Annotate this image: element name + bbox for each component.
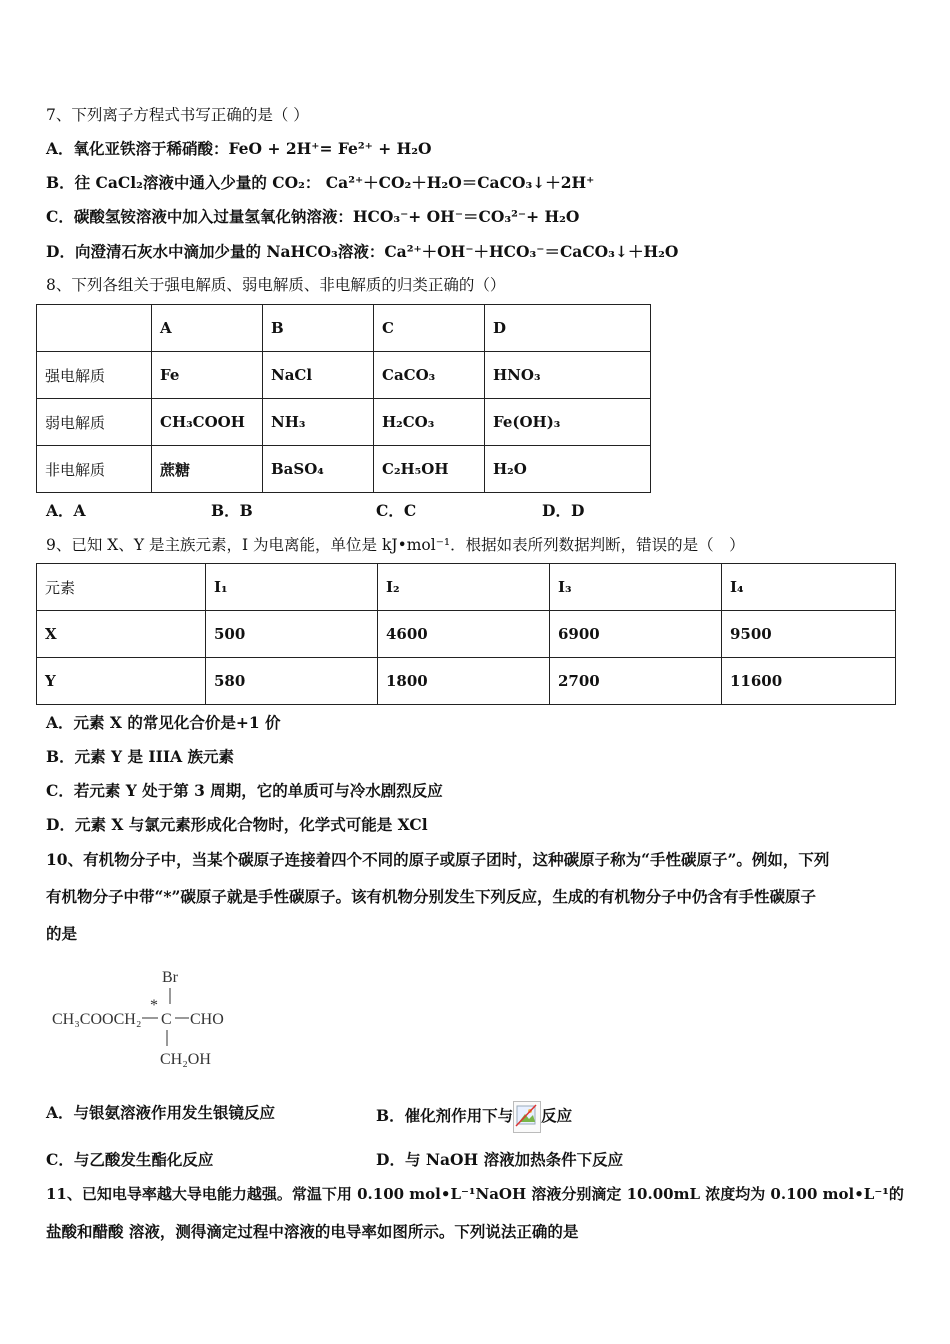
table-row: [37, 305, 651, 352]
table-cell: I₃: [550, 564, 722, 611]
q7-option-a: A．氧化亚铁溶于稀硝酸：FeO + 2H⁺= Fe²⁺ + H₂O: [46, 139, 432, 158]
q10-option-b: [376, 1101, 572, 1133]
table-cell: HNO₃: [485, 352, 651, 399]
table-row: [37, 611, 896, 658]
table-cell: CaCO₃: [374, 352, 485, 399]
q9-option-d: D．元素 X 与氯元素形成化合物时，化学式可能是 XCl: [46, 815, 428, 834]
table-cell: 9500: [722, 611, 896, 658]
table-row: [37, 658, 896, 705]
q11-stem-line2: 盐酸和醋酸 溶液，测得滴定过程中溶液的电导率如图所示。下列说法正确的是: [46, 1222, 579, 1241]
q9-option-c: C．若元素 Y 处于第 3 周期，它的单质可与冷水剧烈反应: [46, 781, 443, 800]
q10-option-c: C．与乙酸发生酯化反应: [46, 1150, 214, 1169]
q10-option-b-pre: B．催化剂作用下与: [376, 1106, 514, 1125]
table-cell: I₁: [206, 564, 378, 611]
q10-option-b-post: 反应: [541, 1106, 573, 1125]
q7-option-d: D．向澄清石灰水中滴加少量的 NaHCO₃溶液：Ca²⁺＋OH⁻＋HCO₃⁻＝CaCO₃↓＋H₂O: [46, 242, 679, 261]
q10-stem-line1: 10、有机物分子中，当某个碳原子连接着四个不同的原子或原子团时，这种碳原子称为“手性碳原子”。例如，下列: [46, 850, 830, 869]
table-cell: I₄: [722, 564, 896, 611]
q9-option-a: A．元素 X 的常见化合价是+1 价: [46, 713, 281, 732]
table-cell: H₂O: [485, 446, 651, 493]
mol-left-group: CH₃COOCH₂: [52, 1011, 142, 1028]
table-row: [37, 446, 651, 493]
table-cell: 500: [206, 611, 378, 658]
table-row: [37, 399, 651, 446]
q10-stem-line3: 的是: [46, 924, 78, 943]
table-cell: 1800: [378, 658, 550, 705]
table-cell: C: [374, 305, 485, 352]
table-cell: 11600: [722, 658, 896, 705]
table-cell: D: [485, 305, 651, 352]
q8-stem: 8、下列各组关于强电解质、弱电解质、非电解质的归类正确的（）: [46, 276, 506, 294]
q9-table: [36, 563, 896, 705]
q10-option-d: D．与 NaOH 溶液加热条件下反应: [376, 1150, 624, 1169]
mol-bottom-group: CH₂OH: [160, 1051, 211, 1068]
table-cell: B: [263, 305, 374, 352]
table-cell: 580: [206, 658, 378, 705]
mol-star: *: [150, 997, 158, 1014]
q8-option-c: C．C: [376, 501, 417, 520]
table-cell: 6900: [550, 611, 722, 658]
table-cell: A: [152, 305, 263, 352]
q8-option-b: B．B: [211, 501, 253, 520]
table-cell: C₂H₅OH: [374, 446, 485, 493]
table-cell: NaCl: [263, 352, 374, 399]
q8-table: [36, 304, 651, 493]
q10-stem-line2: 有机物分子中带“*”碳原子就是手性碳原子。该有机物分别发生下列反应，生成的有机物分子中仍含有手性碳原子: [46, 887, 816, 906]
table-row: [37, 352, 651, 399]
table-cell: Y: [37, 658, 206, 705]
chiral-molecule-structure: [50, 966, 250, 1076]
q7-option-c: C．碳酸氢铵溶液中加入过量氢氧化钠溶液：HCO₃⁻+ OH⁻＝CO₃²⁻+ H₂O: [46, 207, 580, 226]
table-cell: [37, 305, 152, 352]
broken-image-icon: [513, 1101, 541, 1133]
mol-br: Br: [162, 969, 178, 986]
table-cell: 元素: [37, 564, 206, 611]
q8-option-a: A．A: [46, 501, 86, 520]
table-cell: H₂CO₃: [374, 399, 485, 446]
table-cell: Fe: [152, 352, 263, 399]
mol-right-group: CHO: [190, 1011, 224, 1028]
table-row: [37, 564, 896, 611]
table-cell: 4600: [378, 611, 550, 658]
table-cell: 2700: [550, 658, 722, 705]
table-cell: I₂: [378, 564, 550, 611]
table-cell: NH₃: [263, 399, 374, 446]
table-cell: 非电解质: [37, 446, 152, 493]
table-cell: Fe(OH)₃: [485, 399, 651, 446]
q7-stem: 7、下列离子方程式书写正确的是（ ）: [46, 106, 309, 124]
q7-option-b: B．往 CaCl₂溶液中通入少量的 CO₂： Ca²⁺＋CO₂＋H₂O＝CaCO₃↓＋2H⁺: [46, 173, 595, 192]
mol-center-carbon: C: [161, 1011, 172, 1028]
table-cell: BaSO₄: [263, 446, 374, 493]
table-cell: 蔗糖: [152, 446, 263, 493]
q11-stem-line1: 11、已知电导率越大导电能力越强。常温下用 0.100 mol•L⁻¹NaOH 溶液分别滴定 10.00mL 浓度均为 0.100 mol•L⁻¹的: [46, 1185, 904, 1203]
q9-option-b: B．元素 Y 是 IIIA 族元素: [46, 747, 235, 766]
q9-stem: 9、已知 X、Y 是主族元素，I 为电离能，单位是 kJ•mol⁻¹．根据如表所列数据判断，错误的是（ ）: [46, 536, 745, 554]
table-cell: 弱电解质: [37, 399, 152, 446]
q8-option-d: D．D: [542, 501, 585, 520]
table-cell: 强电解质: [37, 352, 152, 399]
q10-option-a: A．与银氨溶液作用发生银镜反应: [46, 1103, 276, 1122]
table-cell: X: [37, 611, 206, 658]
table-cell: CH₃COOH: [152, 399, 263, 446]
